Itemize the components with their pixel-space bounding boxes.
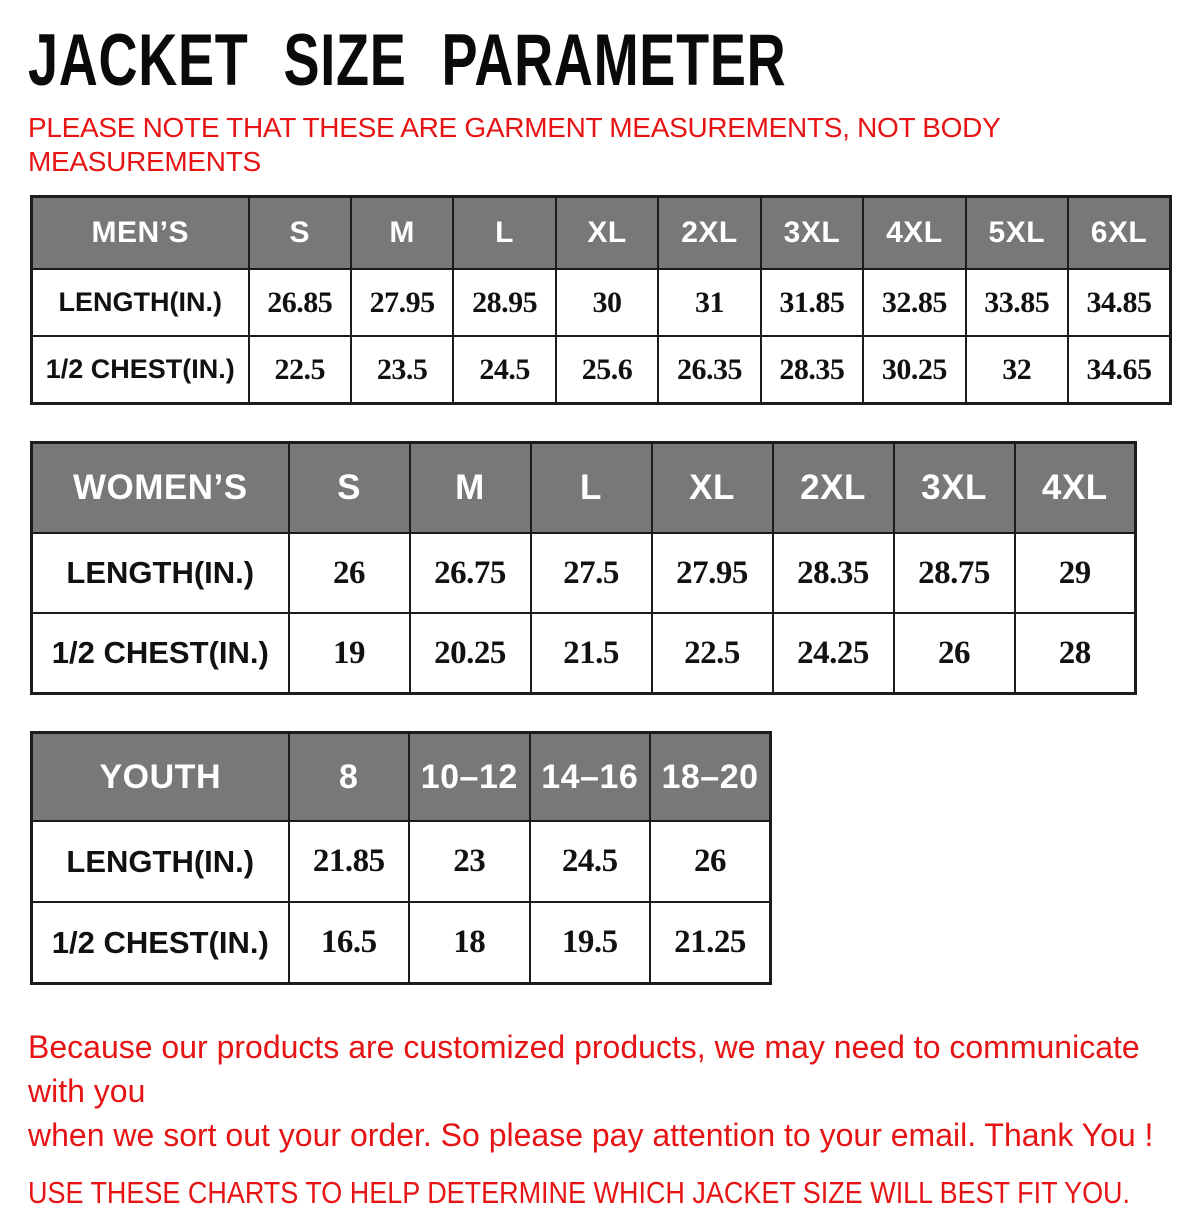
chart-usage-note: USE THESE CHARTS TO HELP DETERMINE WHICH JACKET SIZE WILL BEST FIT YOU. [28,1175,1131,1210]
youth-size-header: 18–20 [650,733,771,822]
mens-size-table [30,195,1172,405]
garment-measurements-note [28,111,1200,179]
measurement-value: 28.35 [761,336,863,404]
womens-header-row [32,443,1136,534]
measurement-value: 26.75 [410,533,531,613]
customization-notice-line2: when we sort out your order. So please pay attention to your email. Thank You ! [28,1117,1154,1153]
measurement-value: 25.6 [556,336,658,404]
measurement-row-label: LENGTH(IN.) [32,269,249,336]
measurement-value: 27.95 [351,269,453,336]
youth-size-header: 10–12 [409,733,530,822]
measurement-row-label: LENGTH(IN.) [32,821,289,902]
measurement-value: 28.95 [453,269,555,336]
measurement-value: 29 [1015,533,1136,613]
mens-size-header: 4XL [863,197,965,270]
mens-header-row [32,197,1171,270]
measurement-value: 28.35 [773,533,894,613]
measurement-value: 34.85 [1068,269,1171,336]
womens-measurement-row [32,533,1136,613]
measurement-value: 26 [650,821,771,902]
measurement-value: 32 [966,336,1068,404]
customization-notice-line1: Because our products are customized products, we may need to communicate with you [28,1029,1140,1109]
measurement-value: 19.5 [530,902,651,984]
measurement-row-label: 1/2 CHEST(IN.) [32,613,289,694]
customization-notice [28,1025,1200,1157]
youth-size-header: 14–16 [530,733,651,822]
measurement-value: 20.25 [410,613,531,694]
mens-size-header: XL [556,197,658,270]
measurement-value: 24.5 [453,336,555,404]
measurement-row-label: LENGTH(IN.) [32,533,289,613]
measurement-value: 19 [289,613,410,694]
womens-size-header: L [531,443,652,534]
measurement-value: 18 [409,902,530,984]
mens-size-table-container [30,195,1200,405]
page-title: JACKET SIZE PARAMETER [28,20,787,101]
measurement-value: 23 [409,821,530,902]
measurement-value: 33.85 [966,269,1068,336]
youth-size-table [30,731,772,985]
youth-measurement-row [32,902,771,984]
womens-group-label: WOMEN’S [32,443,289,534]
measurement-value: 26 [894,613,1015,694]
youth-measurement-row [32,821,771,902]
measurement-value: 21.85 [289,821,410,902]
note-line-1: PLEASE NOTE THAT THESE ARE GARMENT MEASUREMENTS, NOT BODY [28,112,1001,143]
youth-header-row [32,733,771,822]
measurement-value: 30.25 [863,336,965,404]
measurement-value: 22.5 [249,336,351,404]
mens-measurement-row [32,269,1171,336]
measurement-value: 24.5 [530,821,651,902]
womens-size-header: 3XL [894,443,1015,534]
mens-size-header: 5XL [966,197,1068,270]
measurement-value: 27.5 [531,533,652,613]
measurement-value: 34.65 [1068,336,1171,404]
measurement-value: 26.85 [249,269,351,336]
womens-size-header: S [289,443,410,534]
measurement-value: 26.35 [658,336,760,404]
mens-size-header: M [351,197,453,270]
womens-measurement-row [32,613,1136,694]
mens-group-label: MEN’S [32,197,249,270]
measurement-value: 31 [658,269,760,336]
womens-size-table-container [30,441,1200,695]
womens-size-header: 2XL [773,443,894,534]
measurement-value: 30 [556,269,658,336]
measurement-value: 27.95 [652,533,773,613]
youth-size-header: 8 [289,733,410,822]
measurement-value: 21.5 [531,613,652,694]
measurement-value: 24.25 [773,613,894,694]
note-line-2: MEASUREMENTS [28,146,261,177]
mens-size-header: S [249,197,351,270]
mens-size-header: L [453,197,555,270]
mens-size-header: 6XL [1068,197,1171,270]
measurement-value: 28.75 [894,533,1015,613]
womens-size-header: XL [652,443,773,534]
measurement-value: 26 [289,533,410,613]
measurement-value: 23.5 [351,336,453,404]
measurement-value: 22.5 [652,613,773,694]
womens-size-header: M [410,443,531,534]
measurement-value: 28 [1015,613,1136,694]
youth-size-table-container [30,731,1200,985]
womens-size-table [30,441,1137,695]
mens-size-header: 3XL [761,197,863,270]
youth-group-label: YOUTH [32,733,289,822]
measurement-value: 21.25 [650,902,771,984]
measurement-value: 31.85 [761,269,863,336]
womens-size-header: 4XL [1015,443,1136,534]
measurement-row-label: 1/2 CHEST(IN.) [32,902,289,984]
measurement-row-label: 1/2 CHEST(IN.) [32,336,249,404]
measurement-value: 16.5 [289,902,410,984]
measurement-value: 32.85 [863,269,965,336]
mens-measurement-row [32,336,1171,404]
mens-size-header: 2XL [658,197,760,270]
